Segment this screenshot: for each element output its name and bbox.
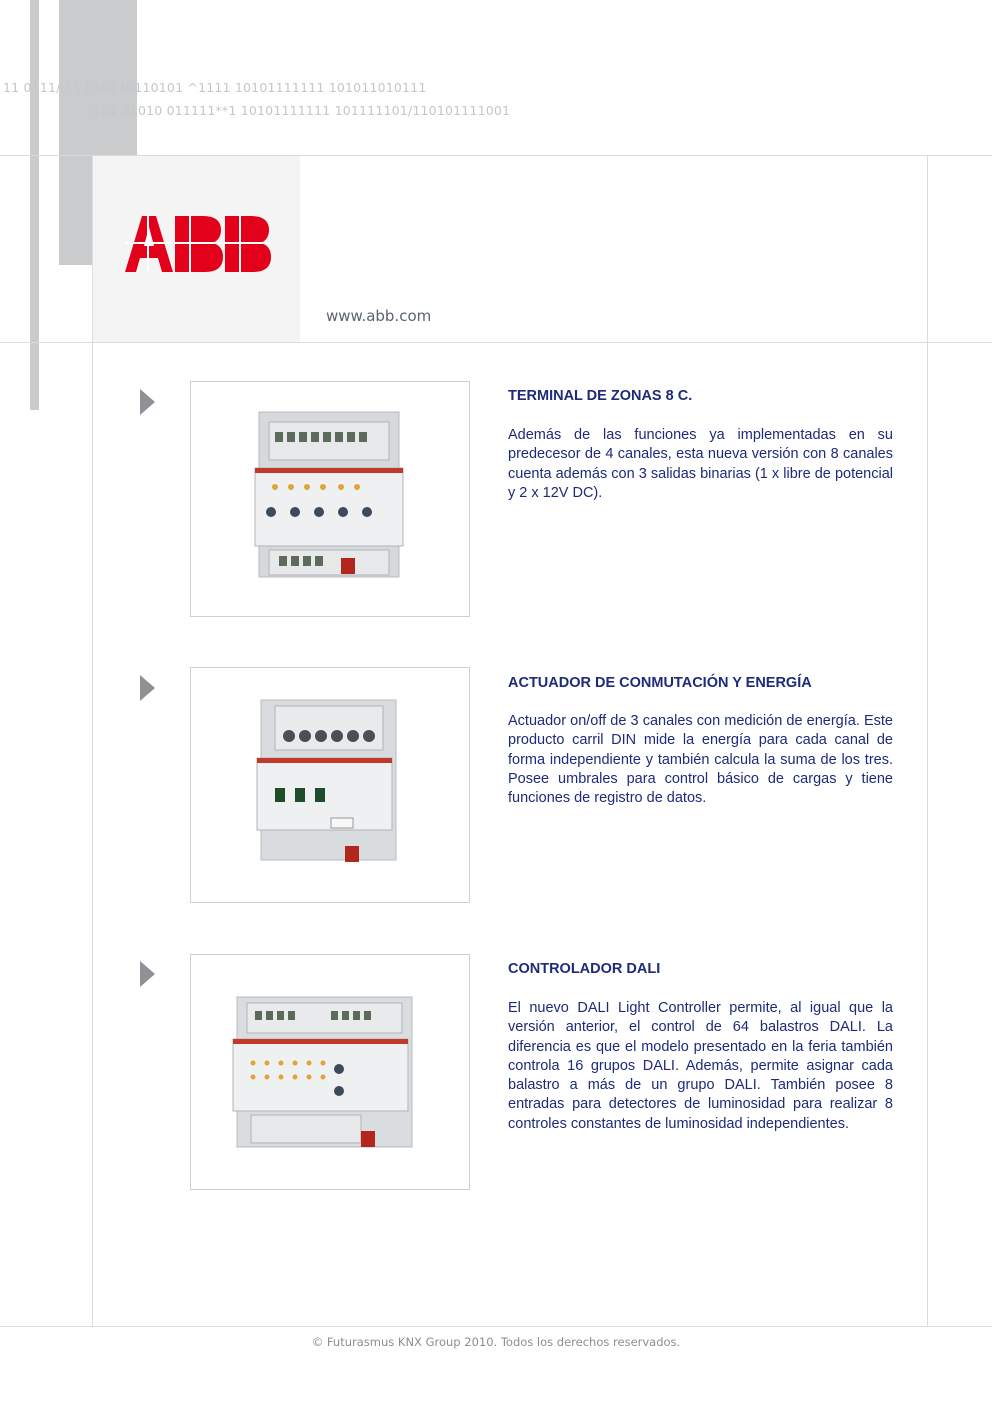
website-url[interactable]: www.abb.com	[326, 307, 432, 325]
abb-logo	[125, 216, 271, 272]
product-description: Actuador on/off de 3 canales con medición de energía. Este producto carril DIN mide la energía para cada canal de forma independiente y también calcula la suma de los tres. Posee umbrales para control básico de cargas y tiene funciones de registro de datos.	[508, 713, 893, 807]
product-image-frame	[190, 381, 470, 617]
decor-bar-wide	[59, 0, 137, 155]
decor-bar-thin	[30, 0, 39, 410]
device-image	[191, 668, 469, 902]
product-description: Además de las funciones ya implementadas en su predecesor de 4 canales, esta nueva versión con 8 canales cuenta además con 3 salidas binarias (1 x libre de potencial y 2 x 12V DC).	[508, 427, 893, 501]
header-bottom-divider	[0, 342, 992, 343]
product-title: CONTROLADOR DALI	[508, 961, 661, 977]
product-title: ACTUADOR DE CONMUTACIÓN Y ENERGÍA	[508, 675, 812, 691]
product-description: El nuevo DALI Light Controller permite, al igual que la versión anterior, el control de 64 balastros DALI. La diferencia es que el modelo presentado en la feria también controla 16 grupos DALI. Además, permite asignar cada balastro a más de un grupo DALI. También posee 8 entradas para detectores de luminosidad para realizar 8 controles constantes de luminosidad independientes.	[508, 1000, 893, 1132]
arrow-right-icon	[140, 675, 155, 701]
arrow-right-icon	[140, 961, 155, 987]
device-image	[191, 955, 469, 1189]
binary-line-2: 101 01010 011111**1 10101111111 101111101/110101111001	[93, 103, 511, 118]
product-title: TERMINAL DE ZONAS 8 C.	[508, 388, 693, 404]
footer-divider	[0, 1326, 992, 1327]
right-frame-line	[927, 155, 928, 1326]
device-image	[191, 382, 469, 616]
binary-line-1: 11 0111//11 010110110101 ^1111 10101111111 101011010111	[3, 80, 427, 95]
product-image-frame	[190, 667, 470, 903]
product-image-frame	[190, 954, 470, 1190]
decor-bar-medium	[59, 155, 92, 265]
arrow-right-icon	[140, 389, 155, 415]
footer-copyright: © Futurasmus KNX Group 2010. Todos los derechos reservados.	[311, 1335, 681, 1349]
